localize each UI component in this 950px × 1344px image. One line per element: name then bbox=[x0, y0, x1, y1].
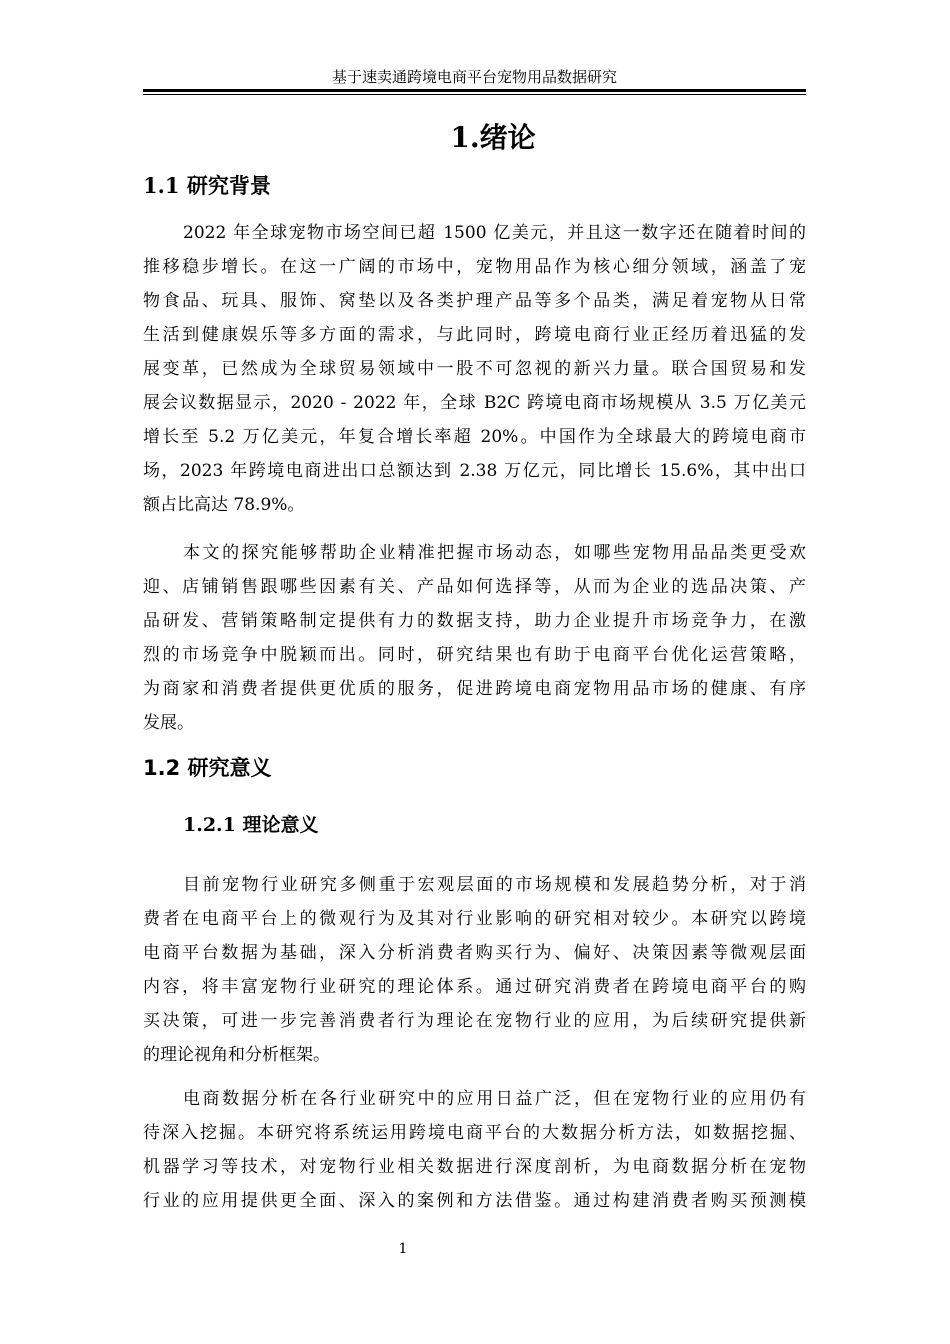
paragraph-line: 2022 年全球宠物市场空间已超 1500 亿美元，并且这一数字还在随着时间的 bbox=[183, 223, 806, 243]
page-number: 1 bbox=[398, 1241, 408, 1257]
paragraph-line: 场，2023 年跨境电商进出口总额达到 2.38 万亿元，同比增长 15.6%，其中出口 bbox=[143, 461, 806, 481]
paragraph-line: 展变革，已然成为全球贸易领域中一股不可忽视的新兴力量。联合国贸易和发 bbox=[143, 359, 806, 379]
paragraph-line: 展会议数据显示，2020 - 2022 年，全球 B2C 跨境电商市场规模从 3.5 万亿美元 bbox=[143, 393, 806, 413]
paragraph-line: 机器学习等技术，对宠物行业相关数据进行深度剖析，为电商数据分析在宠物 bbox=[143, 1157, 806, 1177]
paragraph-line: 品研发、营销策略制定提供有力的数据支持，助力企业提升市场竞争力，在激 bbox=[143, 611, 806, 631]
paragraph-line: 待深入挖掘。本研究将系统运用跨境电商平台的大数据分析方法，如数据挖掘、 bbox=[143, 1123, 806, 1143]
paragraph-line: 本文的探究能够帮助企业精准把握市场动态，如哪些宠物用品品类更受欢 bbox=[183, 543, 806, 563]
paragraph-line: 电商平台数据为基础，深入分析消费者购买行为、偏好、决策因素等微观层面 bbox=[143, 943, 806, 963]
paragraph-theory-1 bbox=[143, 868, 806, 1072]
paragraph-line: 生活到健康娱乐等多方面的需求，与此同时，跨境电商行业正经历着迅猛的发 bbox=[143, 325, 806, 345]
paragraph-line: 费者在电商平台上的微观行为及其对行业影响的研究相对较少。本研究以跨境 bbox=[143, 909, 806, 929]
paragraph-line: 发展。 bbox=[143, 713, 194, 733]
paragraph-line: 行业的应用提供更全面、深入的案例和方法借鉴。通过构建消费者购买预测模 bbox=[143, 1191, 806, 1211]
paragraph-line: 买决策，可进一步完善消费者行为理论在宠物行业的应用，为后续研究提供新 bbox=[143, 1011, 806, 1031]
paragraph-line: 物食品、玩具、服饰、窝垫以及各类护理产品等多个品类，满足着宠物从日常 bbox=[143, 291, 806, 311]
paragraph-line: 推移稳步增长。在这一广阔的市场中，宠物用品作为核心细分领域，涵盖了宠 bbox=[143, 257, 806, 277]
paragraph-line: 额占比高达 78.9%。 bbox=[143, 495, 305, 515]
paragraph-line: 迎、店铺销售跟哪些因素有关、产品如何选择等，从而为企业的选品决策、产 bbox=[143, 577, 806, 597]
paragraph-line: 增长至 5.2 万亿美元，年复合增长率超 20%。中国作为全球最大的跨境电商市 bbox=[143, 427, 806, 447]
paragraph-line: 的理论视角和分析框架。 bbox=[143, 1045, 330, 1065]
running-header: 基于速卖通跨境电商平台宠物用品数据研究 bbox=[331, 68, 617, 86]
section-heading-1-2: 1.2 研究意义 bbox=[143, 756, 272, 780]
paragraph-background-2 bbox=[143, 536, 806, 740]
paragraph-line: 目前宠物行业研究多侧重于宏观层面的市场规模和发展趋势分析，对于消 bbox=[183, 875, 806, 895]
paragraph-background-1 bbox=[143, 216, 806, 522]
paragraph-theory-2 bbox=[143, 1082, 806, 1218]
subsection-heading-1-2-1: 1.2.1 理论意义 bbox=[183, 814, 319, 836]
paragraph-line: 电商数据分析在各行业研究中的应用日益广泛，但在宠物行业的应用仍有 bbox=[183, 1089, 806, 1109]
chapter-title: 1.绪论 bbox=[450, 121, 536, 154]
paragraph-line: 内容，将丰富宠物行业研究的理论体系。通过研究消费者在跨境电商平台的购 bbox=[143, 977, 806, 997]
paragraph-line: 烈的市场竞争中脱颖而出。同时，研究结果也有助于电商平台优化运营策略， bbox=[143, 645, 806, 665]
header-rule-thick bbox=[143, 89, 806, 92]
section-heading-1-1: 1.1 研究背景 bbox=[143, 173, 271, 198]
paragraph-line: 为商家和消费者提供更优质的服务，促进跨境电商宠物用品市场的健康、有序 bbox=[143, 679, 806, 699]
header-rule-thin bbox=[143, 94, 806, 95]
